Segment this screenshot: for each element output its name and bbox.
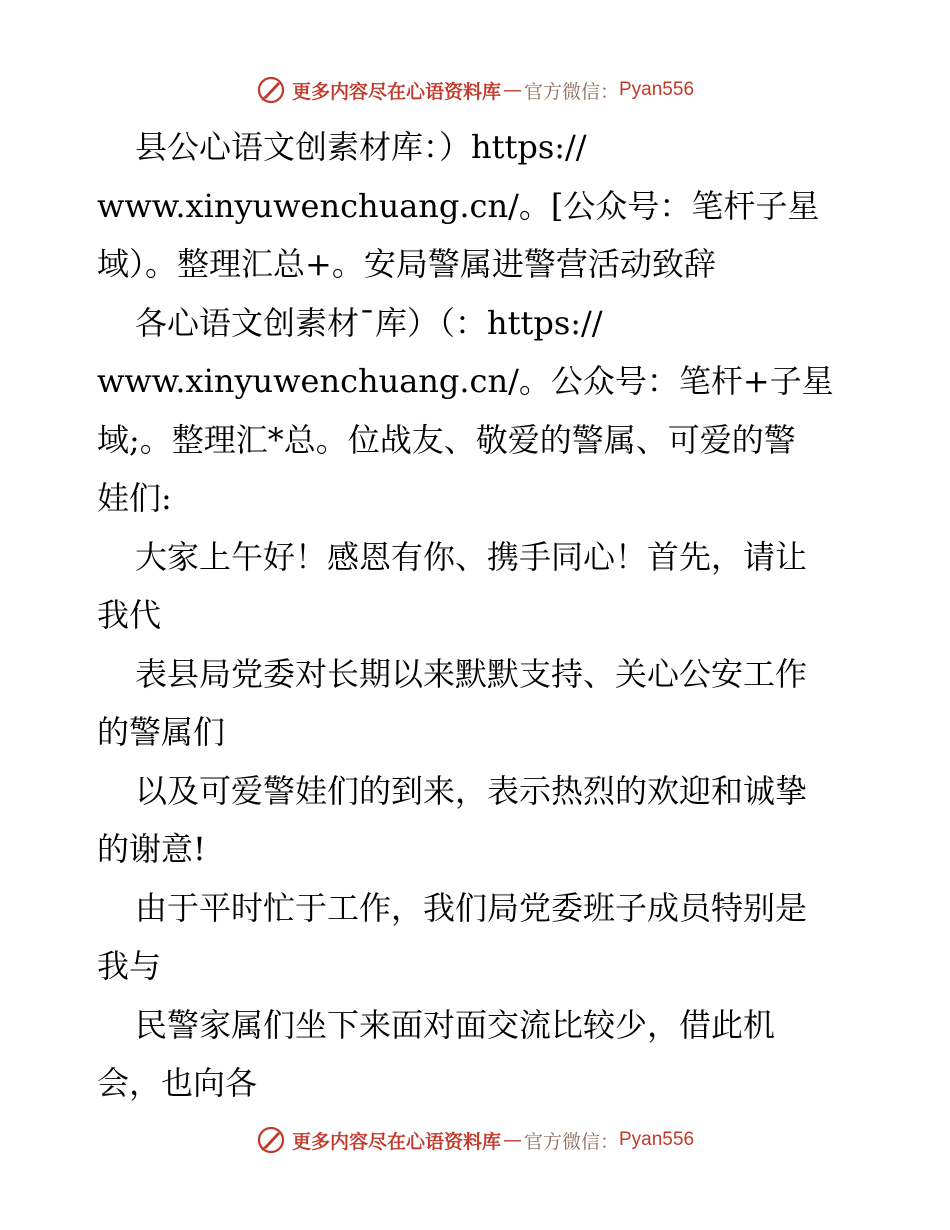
body-line: 域）。整理汇总+。安局警属进警营活动致辞 <box>97 245 716 283</box>
body-line: 的谢意! <box>97 830 206 868</box>
body-line: 我与 <box>97 947 162 985</box>
banner-wechat-id: Pyan556 <box>619 79 695 100</box>
body-line: 会，也向各 <box>97 1064 258 1102</box>
body-line: 表县局党委对长期以来默默支持、关心公安工作 <box>135 654 808 693</box>
body-line: www.xinyuwenchuang.cn/。公众号：笔杆+子星 <box>97 362 834 400</box>
header-banner <box>0 70 950 110</box>
body-line: 各心语文创素材¯库）（：https:// <box>135 303 603 342</box>
quill-logo-icon <box>256 1125 286 1155</box>
footer-banner <box>0 1120 950 1160</box>
banner-label: 官方微信： <box>523 1130 619 1153</box>
body-line: 以及可爱警娃们的到来，表示热烈的欢迎和诚挚 <box>135 771 808 810</box>
banner-site-text: 更多内容尽在心语资料库 <box>291 1130 501 1153</box>
banner-separator: — <box>502 1129 522 1151</box>
body-line: www.xinyuwenchuang.cn/。[公众号：笔杆子星 <box>97 186 820 225</box>
banner-wechat-id: Pyan556 <box>619 1129 695 1150</box>
banner-label: 官方微信： <box>523 80 619 103</box>
body-line: 我代 <box>97 596 162 634</box>
body-line: 娃们: <box>97 479 172 517</box>
body-line: 民警家属们坐下来面对面交流比较少，借此机 <box>135 1005 776 1044</box>
quill-logo-icon <box>256 75 286 105</box>
body-line: 县公心语文创素材库：）https:// <box>135 128 587 166</box>
document-body <box>97 118 857 1113</box>
body-line: 的警属们 <box>97 713 226 751</box>
body-line: 由于平时忙于工作，我们局党委班子成员特别是 <box>135 888 808 927</box>
banner-site-text: 更多内容尽在心语资料库 <box>291 80 501 103</box>
body-line: 大家上午好！感恩有你、携手同心！首先，请让 <box>135 537 808 576</box>
banner-separator: — <box>502 79 522 101</box>
body-line: 域;。整理汇*总。位战友、敬爱的警属、可爱的警 <box>97 420 796 459</box>
